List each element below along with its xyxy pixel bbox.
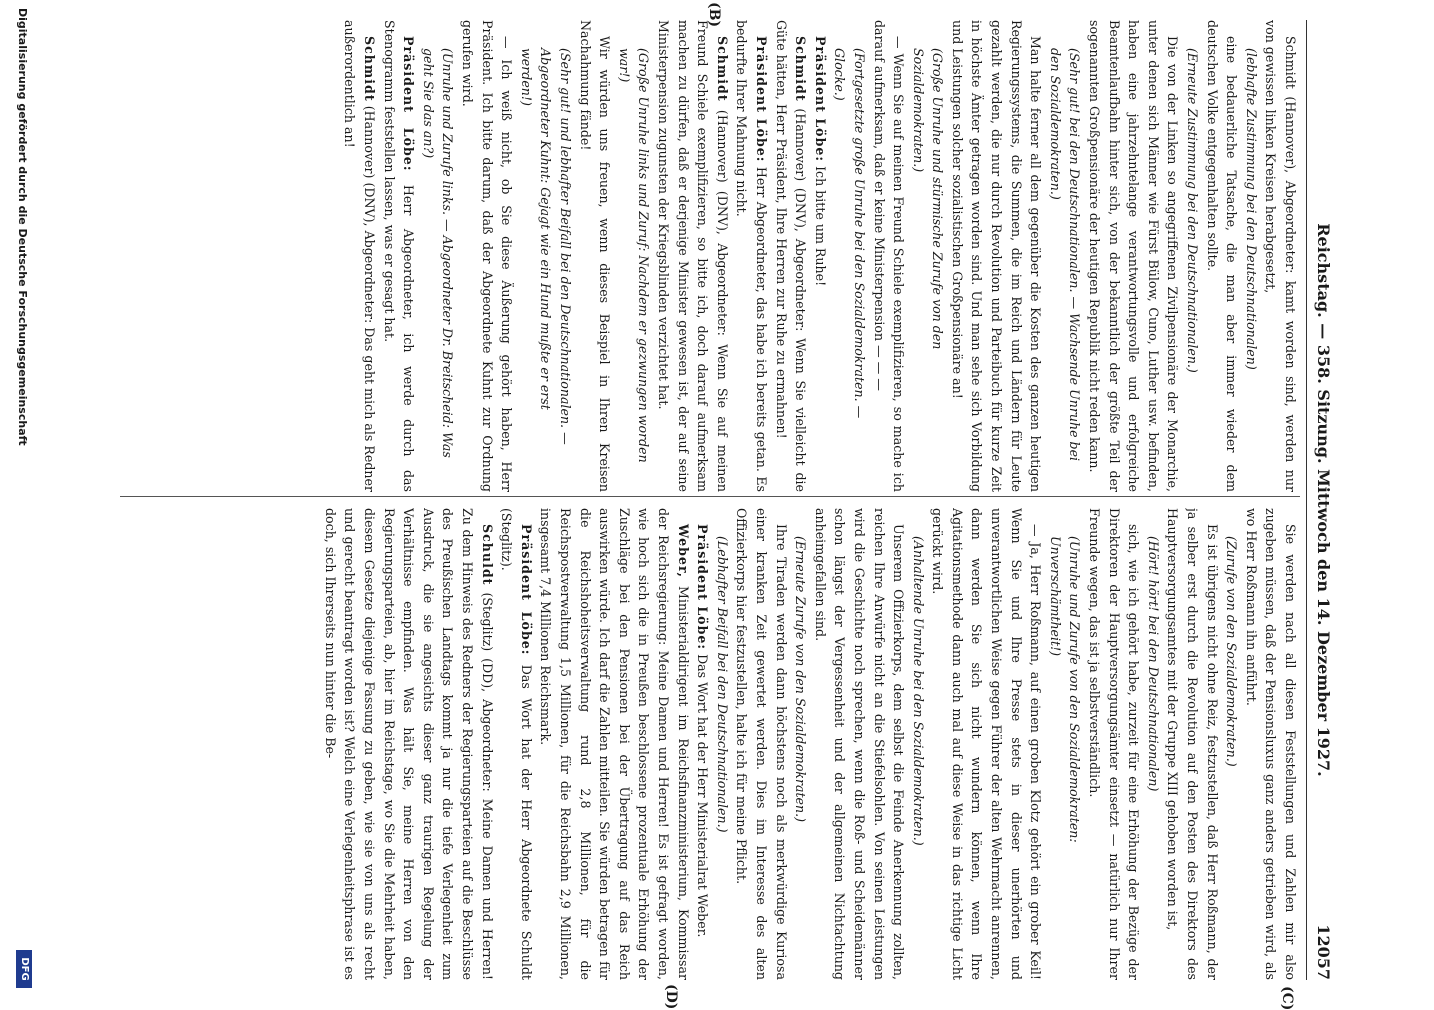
speaker-name: Präsident Löbe:	[695, 524, 711, 651]
speech-text: Ministerialdirigent im Reichsfinanzministerium, Kommissar der Reichsregierung: Meine Damen und Herren! Es ist gefragt worden, wie hoch sich die in Preußen beschlossene prozentuale Erhöhung der Zuschläge bei den Pensionen bei der Übertragung auf das Reich auswirken würde. Ich darf die Zahlen mitteilen. Sie würden betragen für die Reichshoheitsverwaltung rund 2,8 Millionen, für die Reichspostverwaltung 1,5 Millionen, für die Reichsbahn 2,9 Millionen, insgesamt 7,4 Millionen Reichsmark.	[538, 508, 691, 980]
interjection: (Sehr gut! bei den Deutschnationalen. — Wachsende Unruhe bei den Sozialdemokraten.)	[1047, 48, 1083, 462]
paragraph: — Wenn Sie auf meinen Freund Schiele exemplifizieren, so mache ich darauf aufmerksam, daß er keine Ministerpension — — —	[871, 20, 907, 492]
speech-text: Das Wort hat der Herr Abgeordnete Schuldt (Steglitz).	[499, 508, 534, 980]
speech-entry	[497, 508, 536, 980]
funding-notice: Digitalisierung gefördert durch die Deutsche Forschungsgemeinschaft	[16, 8, 29, 446]
speaker-name: Präsident Löbe:	[518, 524, 534, 656]
page-number: 12057	[1314, 924, 1333, 980]
speech-entry	[536, 508, 693, 980]
speech-text: Herr Abgeordneter, ich werde durch das Stenogramm feststellen lassen, was er gesagt hat.	[381, 20, 417, 492]
speaker-name: Präsident Löbe:	[753, 36, 769, 163]
speaker-name: Schmidt	[714, 36, 730, 102]
speech-entry	[320, 508, 496, 980]
speaker-name: Weber,	[675, 524, 691, 579]
left-column	[120, 20, 1300, 492]
speech-entry	[340, 20, 379, 492]
speaker-name: Schmidt	[793, 36, 809, 102]
right-column	[120, 508, 1300, 980]
speech-text: (Steglitz) (DD), Abgeordneter: Meine Damen und Herren! Zu dem Hinweis des Redners der Regierungsparteien auf die Beschlüsse des Preußischen Landtags kommt ja nur die tiefe Verlegenheit zum Ausdruck, die sie angesichts dieser ganz traurigen Regelung der Verhältnisse empfinden. Was hält Sie, meine Herren von den Regierungsparteien, ab, hier im Reichstage, wo Sie die Mehrheit haben, diesem Gesetze diejenige Fassung zu geben, wie sie von uns als recht und gerecht beantragt worden ist? Welch eine Verlegenheitsphrase ist es doch, sich Ihrerseits nun hinter die Be-	[322, 508, 495, 980]
speech-text: Das Wort hat der Herr Ministerialrat Weber.	[695, 654, 711, 938]
speech-text: (Hannover) (DNV), Abgeordneter: Wenn Sie vielleicht die Güte hätten, Herr Präsident, Ihre Herren zur Ruhe zu ermahnen!	[773, 20, 809, 492]
interjection: (Hört! hört! bei den Deutschnationalen)	[1145, 536, 1161, 792]
interjection: (Große Unruhe links und Zuruf: Nachdem er gezwungen worden war!)	[616, 48, 652, 463]
paragraph: Wir würden uns freuen, wenn dieses Beispiel in Ihren Kreisen Nachahmung fände!	[577, 20, 613, 492]
interjection: (lebhafte Zustimmung bei den Deutschnationalen)	[1243, 48, 1259, 370]
speech-entry	[771, 20, 810, 492]
speech-text: Ich bitte um Ruhe!	[812, 166, 828, 287]
speech-entry	[653, 20, 731, 492]
paragraph: Sie werden nach all diesen Feststellungen und Zahlen mir also zugeben müssen, daß der Pensionsluxus ganz anders getrieben wird, als wo Herr Roßmann ihn anführt.	[1243, 508, 1298, 980]
header-title: Reichstag. — 358. Sitzung. Mittwoch den 14. Dezember 1927.	[1314, 223, 1333, 777]
speech-text: (Hannover) (DNV), Abgeordneter: Das geht mich als Redner außerordentlich an!	[342, 20, 378, 492]
speaker-name: Präsident Löbe:	[401, 36, 417, 172]
paragraph: eine bedauerliche Tatsache, die man aber immer wieder dem deutschen Volke entgegenhalten sollte.	[1204, 20, 1240, 492]
interjection: (Anhaltende Unruhe bei den Sozialdemokraten.)	[910, 536, 926, 846]
margin-marker-d: (D)	[663, 984, 679, 1010]
speaker-name: Schuldt	[479, 524, 495, 586]
digitization-footer	[12, 0, 32, 1000]
interjection: (Unruhe und Zurufe links. — Abgeordneter Dr. Breitscheid: Was geht Sie das an?)	[420, 48, 456, 458]
interjection: (Zurufe von den Sozialdemokraten.)	[1224, 536, 1240, 767]
speaker-name: Präsident Löbe:	[812, 36, 828, 163]
paragraph: Man halte ferner all dem gegenüber die Kosten des ganzen heutigen Regierungssystems, die Summen, die im Reich und Ländern für Leute gezahlt werden, die nur durch Revolution und Parteibuch für kurze Zeit in höchste Ämter getragen worden sind. Und man sehe sich Vorbildung und Leistungen solcher sozialistischen Großpensionäre an!	[949, 20, 1044, 492]
paragraph: Die von der Linken so angegriffenen Zivilpensionäre der Monarchie, unter denen sich Männer wie Fürst Bülow, Cuno, Luther usw. befinden, haben eine jahrzehntelange verantwortungsvolle und erfolgreiche Beamtenlaufbahn hinter sich, von der bekanntlich der größte Teil der sogenannten Großpensionäre der heutigen Republik nicht reden kann.	[1087, 20, 1181, 492]
interjection: (Erneute Zustimmung bei den Deutschnationalen.)	[1185, 48, 1201, 373]
interjection: (Erneute Zurufe von den Sozialdemokraten.)	[793, 536, 809, 823]
speaker-name: Schmidt	[362, 36, 378, 102]
interjection: (Unruhe und Zurufe von den Sozialdemokraten: Unverschämtheit!)	[1047, 536, 1083, 843]
interjection: (Fortgesetzte große Unruhe bei den Sozialdemokraten. — Glocke.)	[832, 48, 867, 419]
paragraph: Ihre Tiraden werden dann höchstens noch als merkwürdige Kuriosa einer kranken Zeit gewertet werden. Dies im Interesse des alten Offizierkorps hier festzustellen, halte ich für meine Pflicht.	[734, 508, 789, 980]
speech-entry	[732, 20, 771, 492]
header-rule	[1306, 20, 1307, 980]
margin-marker-c: (C)	[1279, 986, 1295, 1010]
paragraph: Schmidt (Hannover), Abgeordneter: kamt worden sind, werden nur von gewissen linken Kreisen herabgesetzt,	[1263, 20, 1298, 492]
interjection: (Sehr gut! und lebhafter Beifall bei den Deutschnationalen. — Abgeordneter Kuhnt: Gejagt wie ein Hund mußte er erst werden!)	[518, 48, 574, 445]
speech-entry	[379, 20, 418, 492]
paragraph: — Ja, Herr Roßmann, auf einen groben Klotz gehört ein grober Keil! Wenn Sie und Ihre Presse stets in dieser unerhörten und unverantwortlichen Weise gegen Führer der alten Wehrmacht anrennen, dann werden Sie sich nicht wundern können, wenn Ihre Agitationsmethode dann auch mal auf diese Weise in das richtige Licht gerückt wird.	[930, 508, 1044, 980]
speech-entry	[693, 508, 713, 980]
column-divider	[120, 496, 1300, 497]
dfg-logo: DFG	[16, 950, 32, 988]
paragraph: Unserem Offizierkorps, dem selbst die Feinde Anerkennung zollten, reichen Ihre Anwürfe nicht an die Stiefelsohlen. Von seinen Leistungen wird die Geschichte noch sprechen, wenn die Roß- und Scheidemänner schon längst der Vergessenheit und der allgemeinen Nichtachtung anheimgefallen sind.	[812, 508, 907, 980]
paragraph: Es ist übrigens nicht ohne Reiz, festzustellen, daß Herr Roßmann, der ja selber erst durch die Revolution auf den Posten des Direktors des Hauptversorgungsamtes mit der Gruppe XIII gehoben worden ist,	[1165, 508, 1220, 980]
running-header	[1309, 20, 1337, 980]
speech-text: Herr Abgeordneter, das habe ich bereits getan. Es bedurfte Ihrer Mahnung nicht.	[734, 20, 769, 492]
paragraph: sich, wie ich gehört habe, zurzeit für eine Erhöhung der Bezüge der Direktoren der Hauptversorgungsämter einsetzt — natürlich nur Ihrer Freunde wegen, das ist ja selbstverständlich.	[1087, 508, 1142, 980]
interjection: (Lebhafter Beifall bei den Deutschnationalen.)	[714, 536, 730, 833]
speech-text: (Hannover) (DNV), Abgeordneter: Wenn Sie auf meinen Freund Schiele exemplifizieren, so bitte ich, doch darauf aufmerksam machen zu dürfen, daß er derjenige Minister gewesen ist, der auf seine Ministerpension zugunsten der Kriegsblinden verzichtet hat.	[656, 20, 730, 492]
margin-marker-b: (B)	[706, 2, 722, 28]
speech-entry	[810, 20, 830, 492]
paragraph: — Ich weiß nicht, ob Sie diese Äußerung gehört haben, Herr Präsident. Ich bitte darum, daß der Abgeordnete Kuhnt zur Ordnung gerufen wird.	[460, 20, 515, 492]
interjection: (Große Unruhe und stürmische Zurufe von den Sozialdemokraten.)	[910, 48, 946, 350]
